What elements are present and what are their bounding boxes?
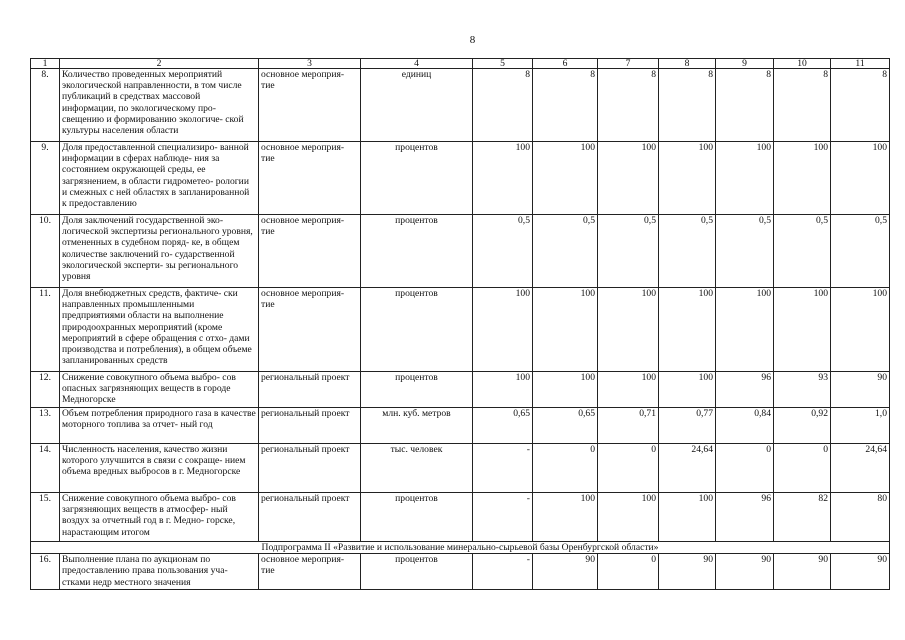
page-number: 8 (469, 34, 476, 46)
unit-of-measure: процентов (361, 215, 473, 288)
indicator-name: Снижение совокупного объема выбро- сов опасных загрязняющих веществ в городе Медногорске (60, 372, 259, 408)
column-number-cell: 10 (774, 59, 831, 69)
column-number-cell: 5 (473, 59, 533, 69)
activity-type: основное мероприя- тие (259, 554, 361, 590)
value-cell: 8 (659, 69, 716, 142)
value-cell: 0,92 (774, 408, 831, 444)
value-cell: 0,5 (831, 215, 890, 288)
value-cell: 100 (598, 372, 659, 408)
value-cell: 100 (473, 288, 533, 372)
value-cell: 90 (831, 554, 890, 590)
table-row (31, 444, 890, 493)
column-number-cell: 11 (831, 59, 890, 69)
value-cell: 8 (533, 69, 598, 142)
indicator-name: Объем потребления природного газа в качестве моторного топлива за отчет- ный год (60, 408, 259, 444)
row-number: 12. (31, 372, 60, 408)
unit-of-measure: тыс. человек (361, 444, 473, 493)
value-cell: 80 (831, 493, 890, 542)
value-cell: 0 (598, 444, 659, 493)
value-cell: 100 (533, 142, 598, 215)
indicator-name: Снижение совокупного объема выбро- сов загрязняющих веществ в атмосфер- ный воздух за отчетный год в г. Медно- горске, нарастающим итогом (60, 493, 259, 542)
value-cell: 93 (774, 372, 831, 408)
value-cell: 0,77 (659, 408, 716, 444)
column-number-cell: 8 (659, 59, 716, 69)
value-cell: 100 (533, 288, 598, 372)
unit-of-measure: единиц (361, 69, 473, 142)
value-cell: 100 (473, 142, 533, 215)
column-number-cell: 4 (361, 59, 473, 69)
value-cell: 8 (774, 69, 831, 142)
value-cell: 90 (659, 554, 716, 590)
value-cell: 100 (716, 142, 774, 215)
value-cell: 100 (659, 288, 716, 372)
table-row (31, 408, 890, 444)
unit-of-measure: процентов (361, 142, 473, 215)
value-cell: 0,65 (533, 408, 598, 444)
row-number: 10. (31, 215, 60, 288)
value-cell: 100 (598, 142, 659, 215)
value-cell: 90 (716, 554, 774, 590)
activity-type: основное мероприя- тие (259, 288, 361, 372)
value-cell: 0,5 (598, 215, 659, 288)
value-cell: 24,64 (659, 444, 716, 493)
value-cell: 0,84 (716, 408, 774, 444)
unit-of-measure: процентов (361, 288, 473, 372)
column-number-cell: 2 (60, 59, 259, 69)
column-number-header-row (31, 59, 890, 69)
row-number: 9. (31, 142, 60, 215)
unit-of-measure: процентов (361, 493, 473, 542)
activity-type: региональный проект (259, 408, 361, 444)
value-cell: 8 (716, 69, 774, 142)
value-cell: 82 (774, 493, 831, 542)
indicator-name: Выполнение плана по аукционам по предоставлению права пользования уча- стками недр местного значения (60, 554, 259, 590)
row-number: 15. (31, 493, 60, 542)
column-number-cell: 6 (533, 59, 598, 69)
value-cell: 100 (473, 372, 533, 408)
activity-type: основное мероприя- тие (259, 69, 361, 142)
table-row (31, 493, 890, 542)
row-number: 16. (31, 554, 60, 590)
table-row (31, 288, 890, 372)
value-cell: 100 (774, 142, 831, 215)
value-cell: 0,5 (716, 215, 774, 288)
value-cell: 100 (659, 493, 716, 542)
value-cell: 96 (716, 372, 774, 408)
value-cell: 90 (831, 372, 890, 408)
value-cell: 0,71 (598, 408, 659, 444)
indicator-name: Доля предоставленной специализиро- ванной информации в сферах наблюде- ния за состоянием окружающей среды, ее загрязнением, в области гидрометео- рологии и смежных с ней областях в запланированной к предоставлению (60, 142, 259, 215)
value-cell: 100 (533, 493, 598, 542)
value-cell: 100 (533, 372, 598, 408)
value-cell: 100 (831, 288, 890, 372)
table-row (31, 372, 890, 408)
unit-of-measure: процентов (361, 372, 473, 408)
value-cell: 24,64 (831, 444, 890, 493)
indicator-name: Численность населения, качество жизни которого улучшится в связи с сокраще- нием объема вредных выбросов в г. Медногорске (60, 444, 259, 493)
section-row (31, 542, 890, 554)
value-cell: 100 (774, 288, 831, 372)
value-cell: 0,5 (659, 215, 716, 288)
value-cell: 8 (598, 69, 659, 142)
indicator-name: Доля заключений государственной эко- логической экспертизы регионального уровня, отмененных в судебном поряд- ке, в общем количестве заключений го- сударственной экологической эксперти- зы регионального уровня (60, 215, 259, 288)
activity-type: региональный проект (259, 372, 361, 408)
value-cell: 100 (659, 142, 716, 215)
row-number: 11. (31, 288, 60, 372)
table-row (31, 215, 890, 288)
value-cell: 0,65 (473, 408, 533, 444)
row-number: 8. (31, 69, 60, 142)
value-cell: 0 (533, 444, 598, 493)
value-cell: 1,0 (831, 408, 890, 444)
value-cell: 0,5 (533, 215, 598, 288)
row-number: 14. (31, 444, 60, 493)
subprogram-title: Подпрограмма II «Развитие и использование минерально-сырьевой базы Оренбургской области» (31, 542, 890, 554)
column-number-cell: 9 (716, 59, 774, 69)
value-cell: 100 (598, 288, 659, 372)
column-number-cell: 3 (259, 59, 361, 69)
value-cell: 8 (831, 69, 890, 142)
column-number-cell: 7 (598, 59, 659, 69)
value-cell: 100 (659, 372, 716, 408)
value-cell: 8 (473, 69, 533, 142)
value-cell: 90 (774, 554, 831, 590)
table-row (31, 554, 890, 590)
value-cell: 100 (598, 493, 659, 542)
value-cell: - (473, 554, 533, 590)
indicator-name: Количество проведенных мероприятий экологической направленности, в том числе публикаций в средствах массовой информации, по экологическому про- свещению и формированию экологиче- ской культуры населения области (60, 69, 259, 142)
value-cell: 90 (533, 554, 598, 590)
value-cell: 0 (774, 444, 831, 493)
table-body (31, 59, 890, 590)
activity-type: основное мероприя- тие (259, 215, 361, 288)
indicators-table (30, 58, 890, 590)
activity-type: основное мероприя- тие (259, 142, 361, 215)
unit-of-measure: млн. куб. метров (361, 408, 473, 444)
value-cell: 0 (598, 554, 659, 590)
value-cell: - (473, 444, 533, 493)
table-row (31, 69, 890, 142)
value-cell: 100 (831, 142, 890, 215)
value-cell: - (473, 493, 533, 542)
value-cell: 96 (716, 493, 774, 542)
value-cell: 100 (716, 288, 774, 372)
column-number-cell: 1 (31, 59, 60, 69)
value-cell: 0 (716, 444, 774, 493)
row-number: 13. (31, 408, 60, 444)
value-cell: 0,5 (473, 215, 533, 288)
indicator-name: Доля внебюджетных средств, фактиче- ски направленных промышленными предприятиями области на выполнение природоохранных мероприятий (кроме мероприятий в сфере обращения с отхо- дами производства и потребления), в общем объеме запланированных средств (60, 288, 259, 372)
activity-type: региональный проект (259, 444, 361, 493)
activity-type: региональный проект (259, 493, 361, 542)
unit-of-measure: процентов (361, 554, 473, 590)
value-cell: 0,5 (774, 215, 831, 288)
table-row (31, 142, 890, 215)
